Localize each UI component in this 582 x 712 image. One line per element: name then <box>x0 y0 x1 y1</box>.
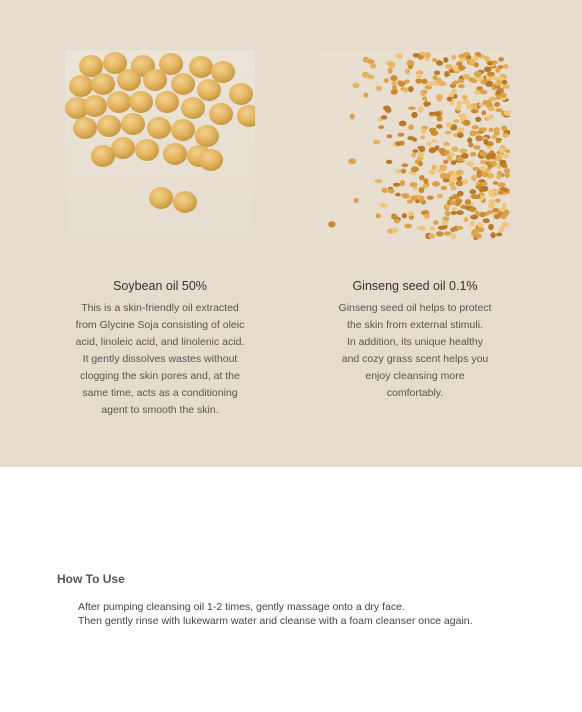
ginseng-seed <box>450 200 456 205</box>
ginseng-seed <box>458 66 466 70</box>
ginseng-seed <box>451 146 459 152</box>
ginseng-seed <box>459 113 467 118</box>
ingredient-ginseng-seed-oil <box>320 50 510 399</box>
ginseng-seed <box>400 180 405 186</box>
ginseng-seed <box>440 165 448 171</box>
soybean <box>149 187 173 209</box>
ginseng-seed <box>490 152 496 158</box>
ginseng-seed <box>424 52 431 58</box>
ginseng-seed <box>494 102 500 107</box>
ginseng-seed <box>438 226 446 230</box>
ginseng-seed <box>488 107 494 112</box>
soybean <box>173 191 197 213</box>
ginseng-seed <box>471 194 478 198</box>
ginseng-seed <box>396 53 403 59</box>
ginseng-seed <box>391 213 397 219</box>
ginseng-seed <box>381 115 387 119</box>
ginseng-seed <box>493 181 498 185</box>
ginseng-seed <box>395 193 401 197</box>
ginseng-seed <box>495 68 500 73</box>
ginseng-seed <box>498 190 503 194</box>
ginseng-seed <box>432 58 437 62</box>
ginseng-seed <box>373 140 380 144</box>
ginseng-seed <box>465 199 471 205</box>
ginseng-seed <box>494 132 500 136</box>
ginseng-seed <box>483 139 488 145</box>
ginseng-seed <box>391 81 396 85</box>
ginseng-seed <box>418 161 423 166</box>
ginseng-seed <box>445 64 453 68</box>
ginseng-seed <box>502 222 510 228</box>
soybean <box>143 69 167 91</box>
ginseng-seed <box>444 71 449 77</box>
ginseng-seed <box>352 83 359 89</box>
ginseng-seed <box>443 142 450 146</box>
ginseng-seed <box>476 234 482 239</box>
ginseng-seed <box>451 211 457 215</box>
ginseng-seed <box>422 184 428 189</box>
ginseng-seed <box>394 219 400 224</box>
ginseng-seed <box>421 79 427 85</box>
ginseng-seed <box>471 79 477 83</box>
ginseng-seed <box>411 166 419 172</box>
ginseng-seed <box>487 164 492 169</box>
ginseng-seed <box>367 60 375 64</box>
ginseng-seed <box>486 115 493 120</box>
ginseng-seed <box>384 78 389 83</box>
ginseng-seed <box>463 217 468 222</box>
ginseng-seed <box>451 160 456 165</box>
ginseng-seed <box>418 151 424 157</box>
ginseng-seed <box>480 90 487 95</box>
ginseng-seed <box>462 95 468 100</box>
ginseng-seed <box>420 91 426 96</box>
ingredient-description: Ginseng seed oil helps to protect the skin from external stimuli. In addition, its unique healthy and cozy grass scent helps you enjoy cleansing more comfortably. <box>338 302 492 399</box>
ginseng-seed <box>434 71 440 76</box>
ginseng-seed <box>498 77 504 81</box>
ginseng-seed <box>473 55 479 61</box>
ginseng-seed <box>475 135 483 141</box>
ginseng-seed <box>496 108 503 112</box>
ginseng-seed <box>471 175 477 181</box>
ginseng-seed <box>402 163 409 167</box>
ginseng-seed <box>458 84 464 88</box>
ginseng-seed <box>495 199 501 203</box>
ginseng-seed <box>473 145 481 150</box>
soybean <box>91 145 115 167</box>
ginseng-seed <box>429 112 435 116</box>
soybean <box>91 73 115 95</box>
ginseng-seed <box>501 214 507 219</box>
ginseng-seed <box>399 121 407 127</box>
ginseng-seed <box>456 105 461 111</box>
ginseng-seed <box>443 160 448 165</box>
ginseng-seed <box>496 174 501 180</box>
ginseng-seed <box>399 141 405 146</box>
ginseng-seed <box>503 64 509 69</box>
ginseng-seed <box>483 218 490 223</box>
ginseng-seed <box>408 65 413 69</box>
ginseng-seed <box>456 170 464 176</box>
ginseng-seed <box>376 213 381 218</box>
ginseng-seed <box>428 233 435 239</box>
ginseng-seed <box>328 221 335 227</box>
ginseng-seed <box>476 86 483 90</box>
ginseng-seed <box>391 89 398 95</box>
ginseng-seed <box>470 221 475 226</box>
ginseng-seed <box>436 231 443 236</box>
ginseng-seed <box>429 147 436 153</box>
soybean <box>135 139 159 161</box>
ginseng-seed <box>426 142 432 146</box>
ginseng-seed <box>407 200 413 204</box>
ginseng-seed <box>499 148 506 154</box>
ginseng-seed <box>449 181 455 187</box>
ginseng-seed <box>469 189 476 194</box>
ginseng-seed <box>392 228 399 233</box>
ginseng-seed <box>416 73 422 79</box>
ginseng-seed <box>348 158 356 164</box>
ginseng-seed <box>350 114 355 120</box>
ginseng-seed <box>460 149 468 153</box>
ginseng-seed <box>354 198 359 203</box>
ginseng-seed <box>415 78 422 83</box>
ginseng-seed <box>480 212 486 218</box>
ginseng-seed <box>474 62 479 67</box>
ginseng-seed <box>496 138 502 142</box>
ginseng-seed <box>449 153 455 157</box>
soybean <box>129 91 153 113</box>
how-to-use-text: After pumping cleansing oil 1-2 times, gently massage onto a dry face. Then gently rinse with lukewarm water and cleanse with a foam cleanser once again. <box>78 601 473 627</box>
ginseng-seed <box>403 87 408 92</box>
ginseng-seed <box>370 63 376 69</box>
ginseng-seed <box>488 224 494 230</box>
ginseng-seed <box>467 104 472 110</box>
ginseng-seed <box>418 106 424 112</box>
ginseng-seed <box>471 109 479 114</box>
soybean <box>69 75 93 97</box>
ginseng-seed <box>451 233 456 239</box>
ginseng-seed <box>432 165 437 170</box>
ginseng-seed <box>447 97 453 102</box>
soybean <box>121 113 145 135</box>
ginseng-seed <box>466 161 473 166</box>
ginseng-seed <box>495 155 501 160</box>
soybean <box>211 61 235 83</box>
ginseng-seed <box>427 196 434 200</box>
soybean <box>171 73 195 95</box>
ginseng-seed <box>411 112 417 118</box>
ginseng-seed <box>477 222 483 227</box>
ginseng-seed <box>483 100 488 105</box>
ginseng-seed <box>437 194 443 199</box>
ginseng-seed <box>375 179 383 183</box>
ginseng-seed <box>380 203 388 208</box>
ginseng-seed <box>503 188 508 192</box>
soybean <box>229 83 253 105</box>
ginseng-seed <box>475 117 481 122</box>
ginseng-seed <box>457 132 463 138</box>
soybean <box>147 117 171 139</box>
ginseng-seed <box>485 81 493 87</box>
ginseng-seed <box>429 227 436 231</box>
ginseng-seed <box>444 231 452 235</box>
soybean <box>171 119 195 141</box>
ginseng-seed <box>441 186 448 190</box>
soybean <box>189 56 213 78</box>
soybean <box>163 143 187 165</box>
ginseng-seed <box>419 187 425 193</box>
ginseng-seed <box>421 128 427 133</box>
ginseng-seed <box>433 220 438 225</box>
ginseng-seed <box>496 233 502 237</box>
ginseng-seed <box>487 72 495 77</box>
ginseng-seed <box>417 226 423 231</box>
ginseng-seed <box>376 86 382 91</box>
ginseng-seed <box>498 182 506 187</box>
soybean <box>197 79 221 101</box>
ginseng-seed <box>479 127 485 131</box>
ginseng-seed <box>402 193 410 199</box>
ginseng-seed <box>477 172 482 178</box>
ginseng-seed <box>446 122 452 128</box>
ginseng-seed <box>388 62 395 68</box>
soybean <box>97 115 121 137</box>
ginseng-seed <box>386 160 392 164</box>
ginseng-seed <box>401 169 407 174</box>
ginseng-seed <box>503 85 511 89</box>
ginseng-seed <box>429 128 436 134</box>
ginseng-seed <box>378 125 384 129</box>
ginseng-seed <box>489 128 494 132</box>
ginseng-seed <box>436 124 443 129</box>
ginseng-seed <box>431 139 437 143</box>
ingredient-title: Soybean oil 50% <box>113 279 207 293</box>
ginseng-seed <box>472 125 479 129</box>
ginseng-seed <box>428 81 433 87</box>
ginseng-seed <box>404 224 412 229</box>
ginseng-seed <box>393 183 400 187</box>
ginseng-seed <box>433 181 440 187</box>
ginseng-seed <box>498 57 504 61</box>
ginseng-seed <box>488 203 495 209</box>
ginseng-seed <box>443 57 448 63</box>
ginseng-seed <box>411 195 417 200</box>
ginseng-seed <box>410 182 418 187</box>
ginseng-seed <box>418 55 424 59</box>
ginseng-seed <box>436 61 443 66</box>
ginseng-seed <box>398 133 405 137</box>
soybeans-photo <box>65 50 255 240</box>
ginseng-seed <box>500 93 507 98</box>
ginseng-seed <box>484 67 492 73</box>
ginseng-seed <box>419 146 425 152</box>
ginseng-seed <box>466 55 471 59</box>
ginseng-seed <box>463 74 470 79</box>
ginseng-seed <box>463 120 471 126</box>
soybean <box>73 117 97 139</box>
ginseng-seed <box>481 186 489 192</box>
ginseng-seed <box>451 55 456 60</box>
ginseng-seed <box>469 207 476 213</box>
how-to-use-title: How To Use <box>57 572 125 586</box>
ginseng-seed <box>492 208 499 212</box>
ginseng-seed <box>408 125 414 130</box>
ginseng-seed <box>502 203 507 209</box>
ginseng-seed <box>398 81 406 86</box>
ginseng-seed <box>386 134 392 138</box>
ginseng-seed <box>481 110 486 115</box>
ginseng-seed <box>468 143 473 148</box>
ginseng-seed <box>480 166 485 170</box>
ginseng-seed <box>452 207 457 211</box>
ginseng-seed <box>503 133 509 137</box>
ginseng-seed <box>487 61 493 65</box>
ginseng-seed <box>444 131 452 135</box>
ginseng-seed <box>420 135 425 139</box>
soybean <box>181 97 205 119</box>
ginseng-seed <box>411 152 416 157</box>
ginseng-seed <box>364 92 369 97</box>
ginseng-seed <box>388 68 393 74</box>
ginseng-seed <box>467 137 472 143</box>
soybean <box>83 95 107 117</box>
ginseng-seed <box>445 211 451 216</box>
ginseng-seed <box>402 213 407 218</box>
ginseng-seed <box>437 98 443 102</box>
ginseng-seed <box>456 180 463 186</box>
ginseng-seed <box>477 227 485 232</box>
ginseng-seed <box>423 102 431 106</box>
ginseng-seed <box>479 151 487 156</box>
soybean <box>195 125 219 147</box>
ginseng-seed <box>457 79 464 83</box>
soybean <box>209 103 233 125</box>
ginseng-seed <box>405 69 410 75</box>
ginseng-seed <box>367 75 374 79</box>
ginseng-seed <box>470 152 476 157</box>
ingredient-title: Ginseng seed oil 0.1% <box>352 279 478 293</box>
ginseng-seed <box>449 196 455 200</box>
ginseng-seed <box>457 157 463 162</box>
ginseng-seed <box>407 136 414 140</box>
ginseng-seed <box>500 161 506 166</box>
ginseng-seed <box>453 119 459 123</box>
ginseng-seed <box>492 76 497 81</box>
ginseng-seed <box>494 214 501 219</box>
ingredient-soybean-oil <box>65 50 255 416</box>
ginseng-seed <box>470 215 478 220</box>
ginseng-seed <box>443 216 450 220</box>
ginseng-seed <box>456 210 464 215</box>
ginseng-seed <box>495 81 503 86</box>
ingredient-description: This is a skin-friendly oil extracted from Glycine Soja consisting of oleic acid, linoleic acid, and linolenic acid. It gently dissolves wastes without clogging the skin pores and, at the same time, acts as a conditioning agent to smooth the skin. <box>75 302 245 416</box>
ginseng-seed <box>433 75 438 80</box>
ginseng-seed <box>419 175 424 180</box>
ginseng-seed <box>462 179 468 184</box>
ginseng-seed <box>505 172 510 178</box>
ginseng-seed <box>408 106 416 110</box>
ginseng-seed <box>499 227 504 233</box>
ginseng-seed <box>443 173 450 179</box>
ginseng-seed <box>388 189 395 194</box>
ginseng-seed <box>383 106 390 111</box>
ginseng-seed <box>457 226 464 230</box>
ginseng-seed <box>474 71 482 77</box>
ginseng-seed <box>429 169 436 175</box>
soybean <box>117 69 141 91</box>
ginseng-seed <box>438 81 446 86</box>
ginseng-seed <box>408 211 414 216</box>
soybean <box>199 149 223 171</box>
ginseng-seed <box>481 172 488 178</box>
ginseng-seed <box>408 86 414 92</box>
ginseng-seed <box>421 211 426 215</box>
ginseng-seed <box>481 80 486 85</box>
ginseng-seeds-photo <box>320 50 510 240</box>
soybean <box>107 91 131 113</box>
ginseng-seed <box>390 75 397 81</box>
ginseng-seed <box>382 188 388 193</box>
ginseng-seed <box>490 193 496 197</box>
ginseng-seed <box>422 97 427 101</box>
ginseng-seed <box>491 232 496 238</box>
soybean <box>155 91 179 113</box>
